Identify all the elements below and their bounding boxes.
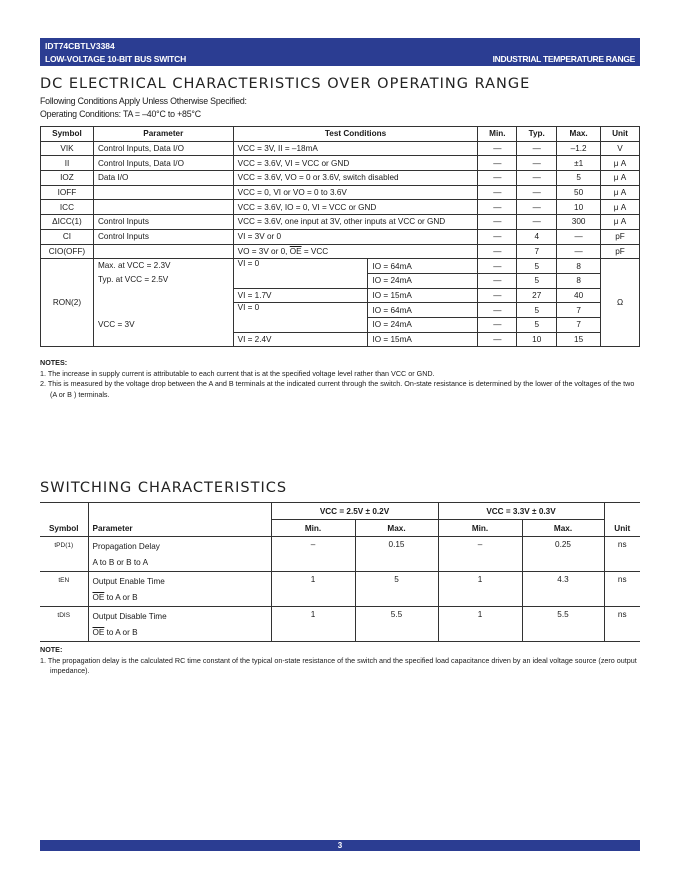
cell-cond: VCC = 3.6V, VO = 0 or 3.6V, switch disabled — [233, 171, 478, 186]
cell-typ: 27 — [517, 288, 557, 303]
cell-max: 7 — [557, 317, 601, 332]
col-symbol: Symbol — [41, 127, 94, 142]
cell-cond: VCC = 3.6V, IO = 0, VI = VCC or GND — [233, 200, 478, 215]
cell-symbol: IOZ — [41, 171, 94, 186]
header-range: INDUSTRIAL TEMPERATURE RANGE — [492, 54, 635, 64]
table-row — [41, 229, 640, 244]
sw-symbol — [40, 537, 88, 572]
cell-max: –1.2 — [557, 141, 601, 156]
table-row — [40, 537, 640, 572]
cell-unit: pF — [601, 244, 640, 259]
cell-unit: pF — [601, 229, 640, 244]
header-subtitle: LOW-VOLTAGE 10-BIT BUS SWITCH — [45, 54, 187, 64]
sw-param-line1: Output Disable Time — [92, 612, 167, 621]
cell-cond — [233, 244, 478, 259]
cell-cond: VCC = 3.6V, one input at 3V, other inputs at VCC or GND — [233, 215, 478, 230]
sw-col-min1: Min. — [271, 520, 355, 537]
header-bar — [40, 38, 640, 66]
oe-overline: $\overline{OE}$ — [289, 246, 302, 256]
cell-unit: μ A — [601, 200, 640, 215]
cell-unit: μ A — [601, 185, 640, 200]
col-unit: Unit — [601, 127, 640, 142]
cell-typ: — — [517, 141, 557, 156]
sw-symbol-text: tDIS — [57, 612, 71, 619]
sw-param-line2-text: to A or B — [104, 628, 138, 637]
sw-section-title: SWITCHING CHARACTERISTICS — [40, 480, 288, 496]
table-row — [41, 185, 640, 200]
cell-symbol: CIO(OFF) — [41, 244, 94, 259]
sw-param-line1: Propagation Delay — [92, 542, 160, 551]
sw-param-line2 — [93, 555, 267, 571]
cell-min: — — [478, 273, 517, 288]
cond-text: VO = 3V or 0, — [237, 246, 290, 256]
sw-col-unit: Unit — [604, 503, 640, 537]
cell-max: 0.25 — [522, 537, 604, 572]
table-row — [40, 607, 640, 642]
ron-vi: VI = 2.4V — [233, 332, 368, 347]
col-min: Min. — [478, 127, 517, 142]
cell-max: 4.3 — [522, 572, 604, 607]
cell-typ: — — [517, 171, 557, 186]
cell-min: – — [438, 537, 522, 572]
cell-typ: 7 — [517, 244, 557, 259]
cond-text: = VCC — [301, 246, 329, 256]
col-typ: Typ. — [517, 127, 557, 142]
cell-param: Control Inputs — [93, 229, 233, 244]
ron-param-a2: Typ. at VCC = 2.5V — [97, 275, 169, 285]
cell-typ: 5 — [517, 259, 557, 274]
cell-cond: VI = 3V or 0 — [233, 229, 478, 244]
cell-param — [93, 185, 233, 200]
cell-max: 5 — [557, 171, 601, 186]
cell-typ: 5 — [517, 273, 557, 288]
dc-section-title: DC ELECTRICAL CHARACTERISTICS OVER OPERATING RANGE — [40, 76, 531, 92]
cell-max: 40 — [557, 288, 601, 303]
ron-io: IO = 24mA — [368, 273, 478, 288]
dc-header-row — [41, 127, 640, 142]
cell-min: — — [478, 229, 517, 244]
cell-min: — — [478, 200, 517, 215]
ron-row — [41, 259, 640, 274]
dc-conditions-line1: Following Conditions Apply Unless Otherwise Specified: — [40, 96, 247, 106]
cell-max: 5.5 — [522, 607, 604, 642]
sw-table — [40, 502, 640, 642]
cell-min: 1 — [271, 572, 355, 607]
cell-max: 8 — [557, 259, 601, 274]
cell-param — [93, 200, 233, 215]
col-test-conditions: Test Conditions — [233, 127, 478, 142]
dc-table — [40, 126, 640, 347]
cell-min: — — [478, 141, 517, 156]
ron-vi: VI = 1.7V — [233, 288, 368, 303]
cell-max: 5.5 — [355, 607, 438, 642]
ron-io: IO = 15mA — [368, 332, 478, 347]
ron-vi: VI = 0 — [233, 259, 368, 288]
sw-symbol — [40, 607, 88, 642]
cell-cond: VCC = 0, VI or VO = 0 to 3.6V — [233, 185, 478, 200]
cell-min: 1 — [271, 607, 355, 642]
cell-min: — — [478, 332, 517, 347]
oe-overline: $\overline{OE}$ — [92, 628, 105, 637]
table-row — [41, 200, 640, 215]
cell-max: — — [557, 229, 601, 244]
cell-min: — — [478, 171, 517, 186]
cell-max: 5 — [355, 572, 438, 607]
sw-group1: VCC = 2.5V ± 0.2V — [271, 503, 438, 520]
part-number: IDT74CBTLV3384 — [45, 41, 115, 51]
cell-symbol: ICC — [41, 200, 94, 215]
sw-col-max2: Max. — [522, 520, 604, 537]
cell-typ: — — [517, 156, 557, 171]
sw-param-line2 — [93, 625, 267, 641]
cell-max: — — [557, 244, 601, 259]
col-max: Max. — [557, 127, 601, 142]
note-item: 2. This is measured by the voltage drop between the A and B terminals at the indicated current through the switch. On-state resistance is determined by the lower of the voltages of the two (A or B ) terminals. — [40, 379, 635, 399]
cell-unit: ns — [604, 572, 640, 607]
cell-param: Control Inputs — [93, 215, 233, 230]
cell-min: — — [478, 288, 517, 303]
sw-param — [88, 537, 271, 572]
sw-param-line2-text: to A or B — [104, 593, 138, 602]
cell-param — [93, 244, 233, 259]
cell-symbol: IOFF — [41, 185, 94, 200]
cell-typ: 5 — [517, 303, 557, 318]
footer-page-number: 3 — [40, 840, 640, 851]
ron-unit: Ω — [601, 259, 640, 347]
cell-max: 15 — [557, 332, 601, 347]
sw-group-row — [40, 503, 640, 520]
table-row — [41, 156, 640, 171]
cell-min: — — [478, 244, 517, 259]
cell-min: — — [478, 317, 517, 332]
note-item: 1. The increase in supply current is attributable to each current that is at the specified voltage level rather than VCC or GND. — [40, 368, 435, 378]
dc-notes — [40, 358, 640, 400]
cell-typ: — — [517, 215, 557, 230]
ron-param-a1: Max. at VCC = 2.3V — [97, 261, 171, 271]
cell-min: — — [478, 303, 517, 318]
sw-symbol — [40, 572, 88, 607]
cell-cond: VCC = 3.6V, VI = VCC or GND — [233, 156, 478, 171]
ron-row — [41, 303, 640, 318]
cell-unit: μ A — [601, 156, 640, 171]
cell-typ: 10 — [517, 332, 557, 347]
sw-param-line1: Output Enable Time — [92, 577, 165, 586]
cell-typ: — — [517, 185, 557, 200]
table-row — [40, 572, 640, 607]
cell-unit: ns — [604, 537, 640, 572]
cell-min: 1 — [438, 607, 522, 642]
sw-notes — [40, 645, 640, 677]
cell-max: 8 — [557, 273, 601, 288]
dc-conditions-line2: Operating Conditions: TA = –40°C to +85°C — [40, 109, 201, 119]
sw-param-line2-text: A to B or B to A — [92, 558, 149, 567]
sw-col-symbol: Symbol — [40, 503, 88, 537]
notes-title: NOTES: — [40, 358, 68, 367]
cell-min: – — [271, 537, 355, 572]
ron-io: IO = 24mA — [368, 317, 478, 332]
sw-param — [88, 572, 271, 607]
ron-io: IO = 15mA — [368, 288, 478, 303]
sw-col-max1: Max. — [355, 520, 438, 537]
ron-vi: VI = 0 — [233, 303, 368, 332]
ron-symbol: RON(2) — [41, 259, 94, 347]
cell-param: Data I/O — [93, 171, 233, 186]
ron-param-b: VCC = 3V — [93, 303, 233, 347]
cell-min: — — [478, 215, 517, 230]
cell-max: 50 — [557, 185, 601, 200]
oe-overline: $\overline{OE}$ — [92, 593, 105, 602]
cell-min: 1 — [438, 572, 522, 607]
sw-param — [88, 607, 271, 642]
sw-symbol-text: tPD(1) — [54, 542, 74, 549]
table-row — [41, 244, 640, 259]
table-row — [41, 215, 640, 230]
ron-io: IO = 64mA — [368, 259, 478, 274]
cell-max: 300 — [557, 215, 601, 230]
cell-max: ±1 — [557, 156, 601, 171]
cell-symbol: VIK — [41, 141, 94, 156]
cell-min: — — [478, 259, 517, 274]
sw-col-min2: Min. — [438, 520, 522, 537]
cell-unit: μ A — [601, 171, 640, 186]
sw-group2: VCC = 3.3V ± 0.3V — [438, 503, 604, 520]
cell-symbol: ΔICC(1) — [41, 215, 94, 230]
cell-max: 7 — [557, 303, 601, 318]
cell-typ: 5 — [517, 317, 557, 332]
cell-max: 10 — [557, 200, 601, 215]
notes-title: NOTE: — [40, 645, 63, 654]
sw-symbol-text: tEN — [58, 577, 70, 584]
cell-unit: V — [601, 141, 640, 156]
table-row — [41, 141, 640, 156]
cell-symbol: II — [41, 156, 94, 171]
cell-min: — — [478, 185, 517, 200]
cell-typ: 4 — [517, 229, 557, 244]
cell-min: — — [478, 156, 517, 171]
cell-unit: μ A — [601, 215, 640, 230]
cell-symbol: CI — [41, 229, 94, 244]
table-row — [41, 171, 640, 186]
cell-max: 0.15 — [355, 537, 438, 572]
cell-param: Control Inputs, Data I/O — [93, 156, 233, 171]
sw-col-param: Parameter — [88, 503, 271, 537]
col-parameter: Parameter — [93, 127, 233, 142]
cell-cond: VCC = 3V, II = –18mA — [233, 141, 478, 156]
cell-typ: — — [517, 200, 557, 215]
sw-param-line2 — [93, 590, 267, 606]
note-item: 1. The propagation delay is the calculated RC time constant of the typical on-state resistance of the switch and the specified load capacitance driven by an ideal voltage source (zero output impedance). — [40, 655, 637, 675]
ron-param-a — [93, 259, 233, 303]
cell-unit: ns — [604, 607, 640, 642]
ron-io: IO = 64mA — [368, 303, 478, 318]
cell-param: Control Inputs, Data I/O — [93, 141, 233, 156]
